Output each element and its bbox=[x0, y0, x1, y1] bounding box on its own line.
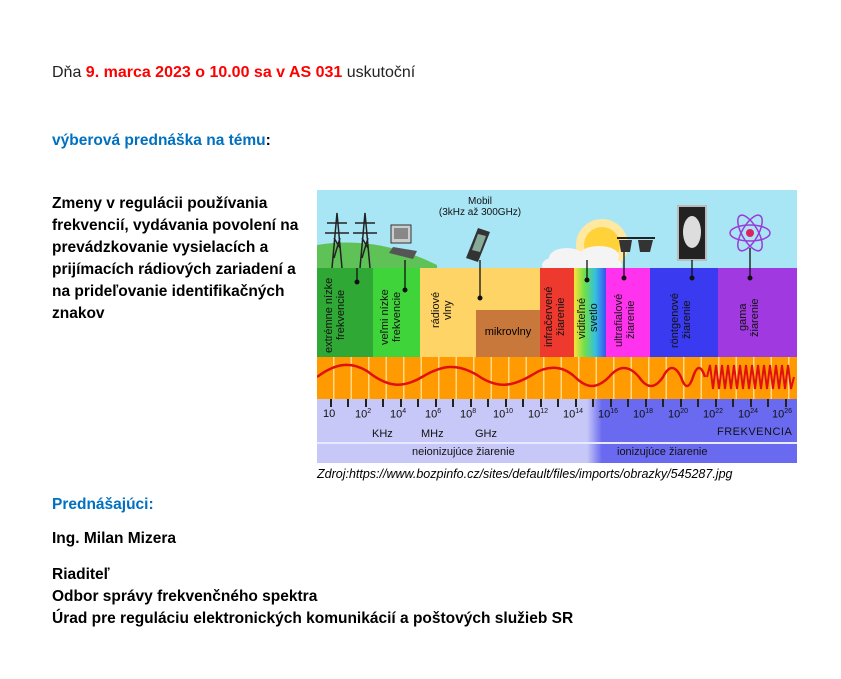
lecture-heading-label: výberová prednáška na tému bbox=[52, 132, 266, 149]
tick-label-18: $10^{18}$ bbox=[633, 408, 654, 421]
axis-label: FREKVENCIA bbox=[717, 426, 793, 438]
label-visible: viditeľné svetlo bbox=[576, 297, 600, 339]
tick-label-20: $10^{20}$ bbox=[668, 408, 689, 421]
tick-label-1: 10 bbox=[323, 408, 336, 420]
speaker-title: Riaditeľ bbox=[52, 566, 110, 583]
tick-label-10: $10^{10}$ bbox=[493, 408, 514, 421]
tick-label-4: $10^4$ bbox=[390, 408, 407, 421]
image-source: Zdroj:https://www.bozpinfo.cz/sites/default/files/imports/obrazky/545287.jpg bbox=[317, 467, 733, 481]
unit-khz: KHz bbox=[372, 428, 393, 440]
announcement-line bbox=[52, 64, 415, 82]
tick-label-26: $10^{26}$ bbox=[772, 408, 793, 421]
speaker-department: Odbor správy frekvenčného spektra bbox=[52, 588, 318, 605]
label-ultraviolet: ultrafialové žiarenie bbox=[613, 293, 637, 347]
label-infrared: infračervené žiarenie bbox=[543, 286, 567, 348]
lecture-heading bbox=[52, 132, 271, 150]
speaker-office: Úrad pre reguláciu elektronických komunikácií a poštových služieb SR bbox=[52, 610, 574, 627]
announcement-datetime: 9. marca 2023 o 10.00 sa v AS 031 bbox=[85, 64, 343, 81]
tick-label-22: $10^{22}$ bbox=[703, 408, 724, 421]
unit-mhz: MHz bbox=[421, 428, 444, 440]
speaker-name: Ing. Milan Mizera bbox=[52, 530, 177, 547]
tick-label-12: $10^{12}$ bbox=[528, 408, 549, 421]
spectrum-figure bbox=[317, 190, 797, 463]
tick-label-24: $10^{24}$ bbox=[738, 408, 759, 421]
label-xray: röntgenové žiarenie bbox=[669, 292, 693, 348]
speaker-affiliation bbox=[52, 564, 573, 630]
axis-divider bbox=[317, 442, 797, 444]
lecture-heading-colon: : bbox=[265, 132, 271, 149]
announcement-suffix: uskutoční bbox=[342, 64, 416, 81]
unit-ghz: GHz bbox=[475, 428, 497, 440]
label-gamma: gama žiarenie bbox=[737, 298, 761, 337]
tick-label-8: $10^8$ bbox=[460, 408, 477, 421]
label-microwave: mikrovlny bbox=[484, 326, 532, 338]
tick-label-2: $10^2$ bbox=[355, 408, 372, 421]
tick-label-14: $10^{14}$ bbox=[563, 408, 584, 421]
non-ionizing-label: neionizujúce žiarenie bbox=[412, 446, 515, 458]
tick-label-6: $10^6$ bbox=[425, 408, 442, 421]
frequency-wave bbox=[317, 357, 797, 399]
lecture-topic: Zmeny v regulácii používania frekvencií, vydávania povolení na prevádzkovanie vysielacích a prijímacích rádiových zariadení a na prideľovanie identifikačných znakov bbox=[52, 195, 299, 322]
ionizing-label: ionizujúce žiarenie bbox=[617, 446, 708, 458]
label-very-low: veľmi nízke frekvencie bbox=[379, 289, 403, 345]
label-extreme-low: extrémne nízke frekvencie bbox=[323, 277, 347, 353]
announcement-prefix: Dňa bbox=[52, 64, 86, 81]
speaker-heading: Prednášajúci: bbox=[52, 496, 154, 513]
mobile-label: Mobil (3kHz až 300GHz) bbox=[438, 196, 522, 218]
label-radio: rádiové vlny bbox=[430, 291, 454, 329]
tick-label-16: $10^{16}$ bbox=[598, 408, 619, 421]
